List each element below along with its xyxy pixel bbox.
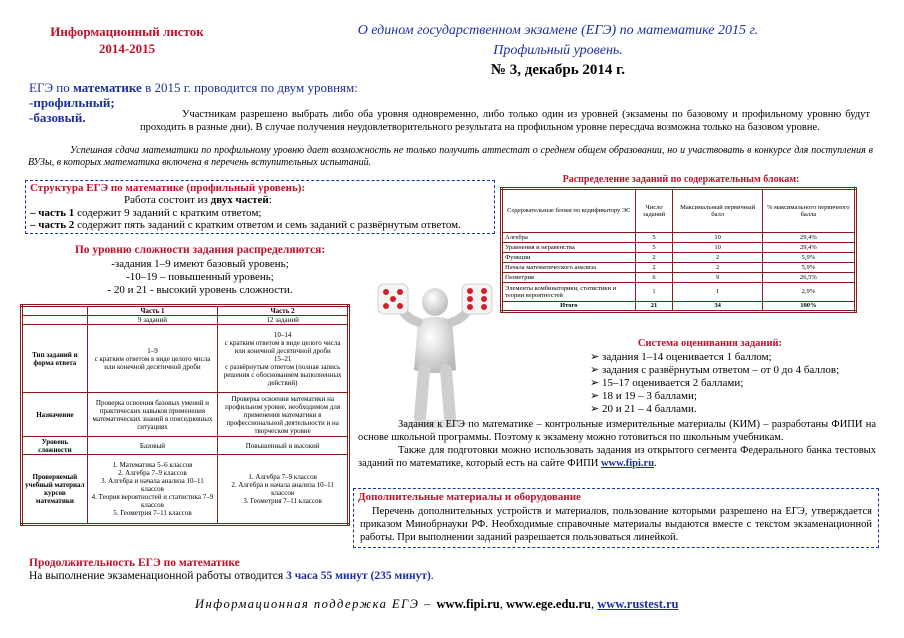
issue-number: № 3, декабрь 2014 г.: [490, 62, 626, 78]
parts-head: Часть 1: [87, 306, 218, 316]
levels-intro-bold: математике: [73, 80, 142, 95]
footer: [195, 597, 679, 612]
difficulty-item: -задания 1–9 имеют базовый уровень;: [111, 258, 289, 270]
table-cell: 2,9%: [762, 283, 855, 302]
table-cell: 10: [673, 233, 762, 243]
grading-list: [590, 351, 839, 416]
parts-cell: 1. Математика 5–6 классов 2. Алгебра 7–9 классов 3. Алгебра и начала анализа 10–11 классов 4. Теория вероятностей и статистика 7–9 классов 5. Геометрия 7–11 классов: [87, 455, 218, 525]
duration-title: Продолжительность ЕГЭ по математике: [29, 557, 240, 569]
parts-cell: Проверка освоения базовых умений и практических навыков применения математических знаний в повседневных ситуациях: [87, 393, 218, 437]
parts-row-label: Назначение: [22, 393, 88, 437]
table-cell: 9: [673, 273, 762, 283]
parts-cell: Базовый: [87, 437, 218, 455]
parts-sub: 9 заданий: [87, 316, 218, 325]
distribution-table: [500, 187, 857, 313]
structure-intro-bold: двух частей: [210, 194, 269, 206]
footer-separator: ,: [591, 597, 598, 611]
total-cell: 21: [635, 302, 673, 312]
part1-text: содержит 9 заданий с кратким ответом;: [74, 207, 262, 219]
success-text: Успешная сдача математики по профильному уровню дает возможность не только получить аттестат о среднем общем образовании, но и участвовать в конкурсе для поступления в ВУЗы, в которых математика включена в перечень вступительных испытаний.: [28, 145, 873, 168]
grading-item: ➢ 18 и 19 – 3 баллами;: [590, 390, 697, 402]
table-cell: 10: [673, 243, 762, 253]
parts-row-label: Уровень сложности: [22, 437, 88, 455]
table-cell: 5: [635, 233, 673, 243]
parts-row-label: Тип заданий и форма ответа: [22, 325, 88, 393]
kim-paragraph-fipi: [358, 444, 876, 470]
dice-left-icon: [378, 284, 408, 314]
table-cell: 6: [635, 273, 673, 283]
grading-title: Система оценивания заданий:: [637, 338, 783, 349]
structure-part2: [30, 219, 461, 231]
total-label: Итого: [502, 302, 636, 312]
distribution-head: Содержательные блоки по кодификатору ЭС: [502, 189, 636, 233]
table-cell: 2: [635, 253, 673, 263]
table-cell: 1: [635, 283, 673, 302]
grading-item-text: 15–17 оценивается 2 баллами;: [601, 377, 744, 389]
part2-label: – часть 2: [30, 219, 75, 231]
difficulty-item: -10–19 – повышенный уровень;: [126, 271, 274, 283]
parts-cell: Проверка освоения математики на профильном уровне, необходимом для применения математики в профессиональной деятельности и на творческом уровне: [218, 393, 349, 437]
materials-title: Дополнительные материалы и оборудование: [358, 491, 581, 503]
parts-row-label: Проверяемый учебный материал курсов математики: [22, 455, 88, 525]
leaflet-years: 2014-2015: [98, 41, 156, 56]
structure-title: Структура ЕГЭ по математике (профильный уровень):: [30, 182, 306, 194]
table-cell: 1: [673, 283, 762, 302]
difficulty-item: - 20 и 21 - высокий уровень сложности.: [107, 284, 293, 296]
table-row: Алгебра: [502, 233, 636, 243]
duration-text: [29, 570, 434, 582]
grading-item-text: задания 1–14 оценивается 1 баллом;: [601, 351, 772, 363]
grading-item: ➢ 15–17 оценивается 2 баллами;: [590, 377, 744, 389]
grading-item: ➢ 20 и 21 – 4 баллами.: [590, 403, 697, 415]
page-title: О едином государственном экзамене (ЕГЭ) по математике 2015 г.: [357, 23, 759, 38]
structure-intro: [124, 194, 272, 206]
distribution-title: Распределение заданий по содержательным блокам:: [562, 174, 800, 185]
grading-item-text: 20 и 21 – 4 баллами.: [601, 403, 697, 415]
part2-text: содержит пять заданий с кратким ответом и семь заданий с развёрнутым ответом.: [74, 219, 461, 231]
footer-separator: ,: [499, 597, 506, 611]
footer-link-rustest[interactable]: www.rustest.ru: [597, 597, 679, 611]
parts-cell: 1–9 с кратким ответом в виде целого числа или конечной десятичной дроби: [87, 325, 218, 393]
grading-item-text: 18 и 19 – 3 баллами;: [601, 390, 697, 402]
parts-cell: Повышенный и высокий: [218, 437, 349, 455]
duration-time: 3 часа 55 минут (235 минут): [286, 570, 431, 582]
duration-text-post: .: [430, 570, 434, 582]
kim-p2-post: .: [654, 458, 657, 469]
distribution-head: % максимального первичного балла: [762, 189, 855, 233]
table-cell: 5,9%: [762, 253, 855, 263]
table-cell: 2: [673, 263, 762, 273]
levels-intro: [29, 80, 358, 96]
grading-item: ➢ задания 1–14 оценивается 1 баллом;: [590, 351, 772, 363]
dice-right-icon: [462, 284, 492, 314]
table-cell: 2: [635, 263, 673, 273]
part1-label: – часть 1: [30, 207, 75, 219]
materials-text: Перечень дополнительных устройств и материалов, пользование которыми разрешено на ЕГЭ, утверждается приказом Минобрнауки РФ. Необходимые справочные материалы выдаются вместе с текстом экзаменационной работы. При выполнении заданий разрешается пользоваться линейкой.: [360, 506, 872, 543]
grading-item: ➢ задания с развёрнутым ответом – от 0 до 4 баллов;: [590, 364, 840, 376]
page-subtitle: Профильный уровень.: [493, 43, 623, 58]
table-cell: 5: [635, 243, 673, 253]
table-cell: 26,5%: [762, 273, 855, 283]
table-cell: 29,4%: [762, 233, 855, 243]
levels-intro-pre: ЕГЭ по: [29, 80, 73, 95]
footer-label: Информационная поддержка ЕГЭ –: [195, 597, 437, 611]
kim-p2-text: Также для подготовки можно использовать задания из открытого сегмента Федерального банка тестовых заданий по математике, который есть на сайте ФИПИ: [358, 445, 876, 469]
kim-paragraph: Задания к ЕГЭ по математике – контрольные измерительные материалы (КИМ) – разработаны ФИПИ на основе школьной программы. Поэтому к экзамену можно готовиться по школьным учебникам.: [358, 419, 876, 443]
distribution-head: Число заданий: [635, 189, 673, 233]
parts-sub: 12 заданий: [218, 316, 349, 325]
footer-link-ege[interactable]: www.ege.edu.ru: [505, 597, 592, 611]
parts-cell: 10–14 с кратким ответом в виде целого числа или конечной десятичной дроби 15–21 с развёрнутым ответом (полная запись решения с обоснованием выполненных действий): [218, 325, 349, 393]
parts-table: [20, 304, 350, 526]
parts-head: Часть 2: [218, 306, 349, 316]
parts-cell: 1. Алгебра 7–9 классов 2. Алгебра и начала анализа 10–11 классов 3. Геометрия 7–11 классов: [218, 455, 349, 525]
level-basic: -базовый.: [29, 110, 86, 125]
duration-text-pre: На выполнение экзаменационной работы отводится: [29, 570, 287, 582]
table-row: Уравнения и неравенства: [502, 243, 636, 253]
structure-intro-post: :: [268, 194, 272, 206]
structure-part1: [30, 207, 261, 219]
table-row: Элементы комбинаторики, статистики и теории вероятностей: [502, 283, 636, 302]
total-cell: 34: [673, 302, 762, 312]
kim-text: [358, 418, 876, 470]
grading-item-text: задания с развёрнутым ответом – от 0 до 4 баллов;: [601, 364, 840, 376]
distribution-head: Максимальный первичный балл: [673, 189, 762, 233]
structure-intro-pre: Работа состоит из: [124, 194, 211, 206]
table-cell: 2: [673, 253, 762, 263]
level-profile: -профильный;: [29, 95, 115, 110]
figure-with-dice-illustration: [370, 278, 500, 428]
parts-corner: [22, 306, 88, 316]
table-cell: 29,4%: [762, 243, 855, 253]
participants-text: Участникам разрешено выбрать либо оба уровня одновременно, либо только один из уровней (экзамены по базовому и профильному уровню будут проходить в разные дни). В случае получения неудовлетворительного результата на профильном уровне пересдача возможна только на базовом уровне.: [140, 109, 870, 133]
levels-intro-post: в 2015 г. проводится по двум уровням:: [141, 80, 358, 95]
leaflet-title: Информационный листок: [50, 24, 204, 39]
table-row: Функции: [502, 253, 636, 263]
fipi-link[interactable]: www.fipi.ru: [600, 458, 655, 469]
table-row: Геометрия: [502, 273, 636, 283]
table-cell: 5,9%: [762, 263, 855, 273]
parts-corner: [22, 316, 88, 325]
table-row: Начала математического анализа: [502, 263, 636, 273]
difficulty-title: По уровню сложности задания распределяются:: [74, 244, 326, 256]
total-cell: 100%: [762, 302, 855, 312]
footer-link-fipi[interactable]: www.fipi.ru: [436, 597, 500, 611]
